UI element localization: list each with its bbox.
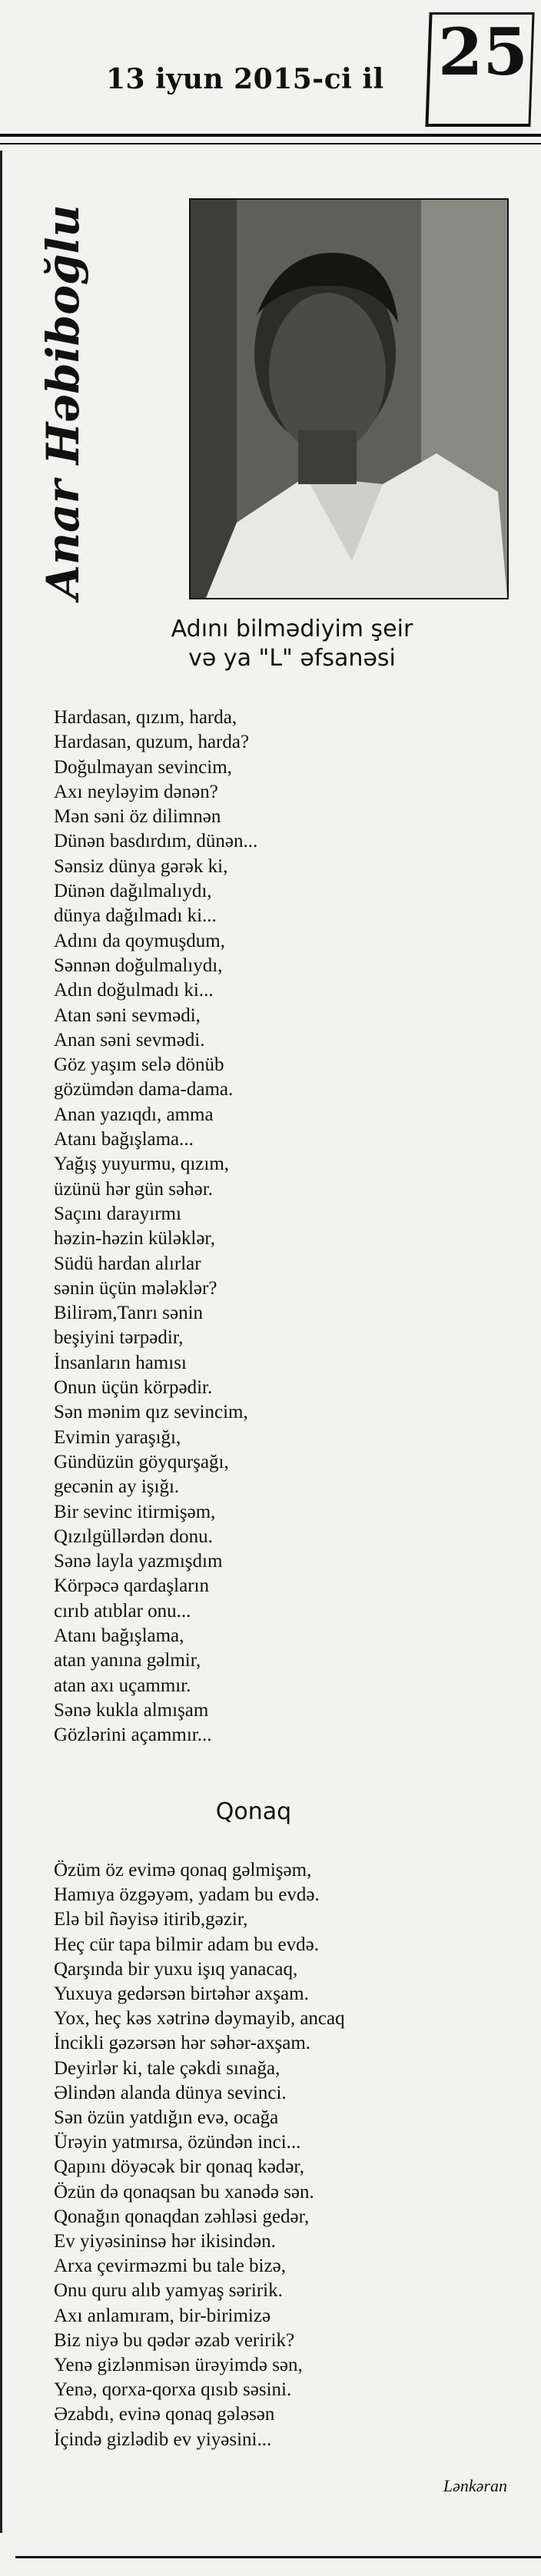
- poem-line: Saçını darayırmı: [54, 1203, 181, 1224]
- poem-line: Mən səni öz dilimnən: [54, 806, 221, 828]
- poem-line: beşiyini tərpədir,: [54, 1327, 184, 1349]
- poem-line: atan axı uçammır.: [54, 1675, 191, 1696]
- poem-line: İçində gizlədib ev yiyəsini...: [54, 2428, 272, 2450]
- poem-line: Sən mənim qız sevincim,: [54, 1402, 248, 1423]
- poem-line: Arxa çevirməzmi bu tale bizə,: [54, 2256, 286, 2277]
- poem-line: həzin-həzin küləklər,: [54, 1228, 216, 1250]
- poem-line: İncikli gəzərsən hər səhər-axşam.: [54, 2033, 311, 2054]
- poem-line: Heç cür tapa bilmir adam bu evdə.: [54, 1934, 319, 1955]
- poem-line: gözümdən dama-dama.: [54, 1079, 234, 1100]
- page-header: [0, 0, 541, 154]
- poem-line: Atanı bağışlama,: [54, 1625, 184, 1646]
- poem-line: Evimin yaraşığı,: [54, 1426, 181, 1448]
- poem-line: Əlindən alanda dünya sevinci.: [54, 2082, 287, 2103]
- issue-date: 13 iyun 2015-ci il: [106, 63, 384, 95]
- poem-line: Yağış yuyurmu, qızım,: [54, 1154, 230, 1175]
- poem-line: Deyirlər ki, tale çəkdi sınağa,: [54, 2057, 280, 2079]
- poem-line: Hamıya özgəyəm, yadam bu evdə.: [54, 1884, 320, 1906]
- poem-line: Atan səni sevmədi,: [54, 1004, 201, 1026]
- poem-line: Gözlərini açammır...: [54, 1725, 212, 1746]
- poem1-title: [123, 615, 461, 673]
- page-number: 25: [438, 14, 528, 90]
- poem-line: Adın doğulmadı ki...: [54, 980, 214, 1001]
- poem-line: Yenə gizlənmisən ürəyimdə sən,: [54, 2355, 303, 2376]
- poem-line: Özüm öz evimə qonaq gəlmişəm,: [54, 1860, 312, 1881]
- poem-line: Əzabdı, evinə qonaq gələsən: [54, 2404, 275, 2425]
- poem-line: sənin üçün mələklər?: [54, 1277, 217, 1299]
- poem-line: Yenə, qorxa-qorxa qısıb səsini.: [54, 2379, 292, 2401]
- poem-line: Ev yiyəsininsə hər ikisindən.: [54, 2231, 276, 2252]
- poem-line: Göz yaşım selə dönüb: [54, 1054, 224, 1076]
- poem-line: Hardasan, quzum, harda?: [54, 732, 250, 753]
- poem-line: Qonağın qonaqdan zəhləsi gedər,: [54, 2206, 310, 2227]
- poem-line: Axı anlamıram, bir-birimizə: [54, 2305, 271, 2326]
- poem-line: Qapını döyəcək bir qonaq kədər,: [54, 2156, 304, 2178]
- poem-line: Hardasan, qızım, harda,: [54, 707, 237, 728]
- poem-line: Onun üçün körpədir.: [54, 1377, 213, 1399]
- poem2-body: [54, 1858, 523, 2452]
- poem-line: Qarşında bir yuxu işıq yanacaq,: [54, 1958, 298, 1980]
- poem-line: gecənin ay işığı.: [54, 1476, 180, 1498]
- poem-line: Qızılgüllərdən donu.: [54, 1525, 213, 1547]
- author-name: Anar Həbiboğlu: [37, 204, 89, 599]
- poem-line: Bilirəm,Tanrı sənin: [54, 1303, 204, 1324]
- poem-line: Yuxuya gedərsən birtəhər axşam.: [54, 1983, 309, 2005]
- portrait-image: [191, 200, 507, 598]
- column-divider: [0, 151, 2, 2533]
- poem-line: Bir sevinc itirmişəm,: [54, 1501, 216, 1522]
- poem-line: Dünən dağılmalıydı,: [54, 881, 212, 902]
- poem-line: Gündüzün göyqurşağı,: [54, 1451, 229, 1472]
- poem-line: Adını da qoymuşdum,: [54, 930, 225, 951]
- poem-line: atan yanına gəlmir,: [54, 1650, 201, 1671]
- poem2-title: Qonaq: [215, 1798, 292, 1825]
- poem1-title-line2: və ya "L" əfsanəsi: [188, 645, 396, 672]
- poem-line: Körpəcə qardaşların: [54, 1575, 209, 1597]
- poem-line: Südü hardan alırlar: [54, 1253, 201, 1274]
- poem-line: Atanı bağışlama...: [54, 1129, 194, 1150]
- poem-line: Ürəyin yatmırsa, özündən inci...: [54, 2132, 301, 2153]
- poem-line: üzünü hər gün səhər.: [54, 1178, 213, 1200]
- signoff-place: Lənkəran: [443, 2476, 507, 2495]
- poem-line: Doğulmayan sevincim,: [54, 756, 232, 778]
- poem-line: Anan səni sevmədi.: [54, 1029, 205, 1051]
- poem-line: cırıb atıblar onu...: [54, 1600, 191, 1622]
- poem-line: Sən özün yatdığın evə, ocağa: [54, 2107, 279, 2129]
- poem-line: dünya dağılmadı ki...: [54, 905, 217, 927]
- poem-line: İnsanların hamısı: [54, 1352, 187, 1373]
- poem-line: Özün də qonaqsan bu xanədə sən.: [54, 2181, 314, 2203]
- poem-line: Yox, heç kəs xətrinə dəymayib, ancaq: [54, 2008, 345, 2030]
- poem-line: Biz niyə bu qədər əzab veririk?: [54, 2329, 295, 2351]
- poem-line: Sənnən doğulmalıydı,: [54, 954, 223, 976]
- poem-line: Elə bil ñəyisə itirib,gəzir,: [54, 1909, 248, 1930]
- poem-line: Dünən basdırdım, dünən...: [54, 831, 258, 852]
- poem-line: Sənə layla yazmışdım: [54, 1551, 223, 1572]
- poem-line: Sənsiz dünya gərək ki,: [54, 855, 228, 877]
- header-rule: [0, 134, 541, 137]
- author-photo: [189, 198, 509, 599]
- poem1-title-line1: Adını bilmədiyim şeir: [171, 616, 413, 642]
- poem-line: Anan yazıqdı, amma: [54, 1104, 214, 1125]
- footer-rule: [15, 2556, 541, 2558]
- poem-line: Axı neyləyim dənən?: [54, 781, 218, 802]
- poem-line: Onu quru alıb yamyaş səririk.: [54, 2280, 283, 2302]
- header-rule-thin: [0, 143, 541, 144]
- poem-line: Sənə kukla almışam: [54, 1699, 209, 1721]
- poem1-body: [54, 705, 484, 1748]
